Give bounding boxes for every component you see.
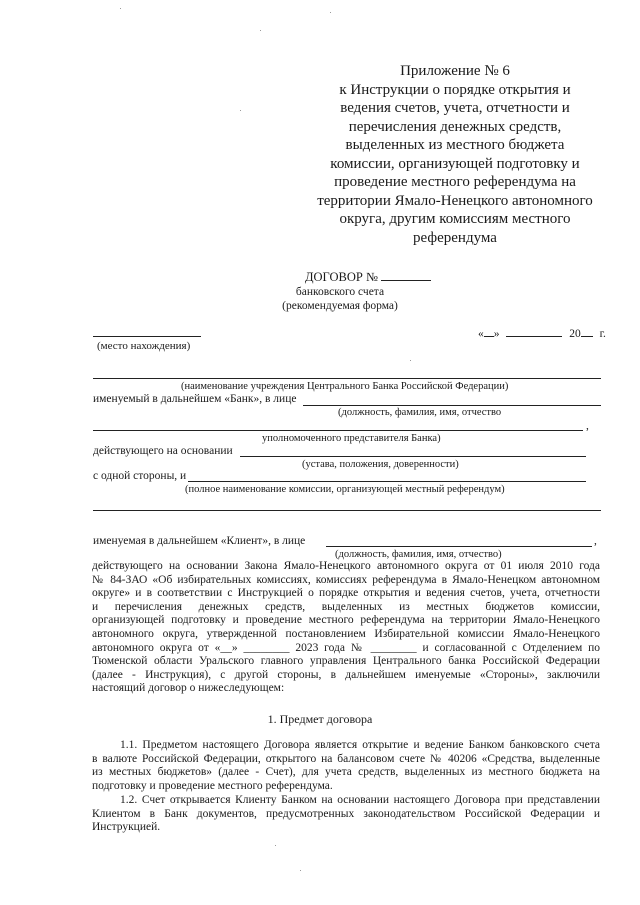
paragraph-line: действующего на основании Закона Ямало-Ненецкого автономного округа от 01 июля 2010 года: [92, 560, 600, 572]
paragraph-line: в валюте Российской Федерации, открытого на балансовом счете № 40206 «Средства, выделенные: [92, 752, 600, 765]
paragraph-line: организующей подготовку и проведение местного референдума на территории Ямало-Ненецкого: [92, 614, 600, 627]
paragraph-line: Клиентом в Банк документов, предусмотренных законодательством Российской Федерации и: [92, 807, 600, 820]
date-open-quote: «: [478, 328, 484, 340]
client-named-text: именуемая в дальнейшем «Клиент», в лице: [93, 535, 306, 547]
paragraph-line: 1.2. Счет открывается Клиенту Банком на основании настоящего Договора при представлении: [120, 794, 600, 806]
commission-blank-2[interactable]: [93, 510, 601, 511]
paragraph-line: Тюменской области Уральского главного управления Центрального банка Российской Федерации: [92, 655, 600, 668]
section-heading: 1. Предмет договора: [267, 712, 373, 726]
date-year-suffix: г.: [599, 328, 606, 340]
appendix-line: выделенных из местного бюджета: [345, 137, 565, 153]
appendix-line: Приложение № 6: [400, 63, 510, 79]
bank-name-caption: (наименование учреждения Центрального Банка Российской Федерации): [181, 381, 509, 392]
bank-person-caption: (должность, фамилия, имя, отчество: [338, 407, 502, 418]
date-year-prefix: 20: [569, 328, 581, 340]
client-person-blank[interactable]: [326, 546, 592, 547]
appendix-line: комиссии, организующей подготовку и: [330, 155, 580, 172]
date-close-quote: »: [493, 328, 500, 340]
paragraph-line: автономного округа, утвержденной постановлением Избирательной комиссии Ямало-Ненецкого: [92, 627, 600, 640]
scan-speck: [260, 30, 261, 31]
place-caption: (место нахождения): [97, 340, 191, 352]
contract-subtitle: банковского счета: [295, 286, 385, 298]
bank-named-text: именуемый в дальнейшем «Банк», в лице: [93, 393, 297, 405]
contract-title-text: ДОГОВОР №: [305, 270, 378, 284]
date-day-blank[interactable]: [484, 325, 494, 337]
contract-number-blank[interactable]: [381, 280, 431, 281]
appendix-header: [300, 62, 610, 247]
appendix-line: перечисления денежных средств,: [348, 118, 562, 135]
paragraph-line: и перечисления денежных средств, выделенных из местных бюджетов комиссии,: [92, 600, 600, 613]
clause-1-2: [92, 794, 600, 835]
scan-speck: [330, 12, 331, 13]
date-month-blank[interactable]: [506, 325, 562, 337]
paragraph-line: подготовку и проведение местного референдума.: [92, 779, 333, 792]
clause-1-1: [92, 739, 600, 793]
bank-rep-caption: уполномоченного представителя Банка): [262, 433, 441, 444]
paragraph-line: округе» и в соответствии с Инструкцией о порядке открытия и ведения счетов, учета, отчетности: [92, 587, 600, 600]
paragraph-line: (далее - Инструкция), с другой стороны, в дальнейшем именуемые «Стороны», заключили: [92, 668, 600, 681]
contract-form-note: (рекомендуемая форма): [282, 300, 398, 312]
appendix-line: ведения счетов, учета, отчетности и: [340, 100, 570, 116]
client-comma: ,: [594, 535, 597, 547]
contract-date: [478, 325, 606, 340]
scan-speck: [410, 360, 411, 361]
bank-rep-comma: ,: [586, 420, 589, 432]
basis-caption: (устава, положения, доверенности): [302, 459, 459, 470]
paragraph-line: Инструкцией.: [92, 821, 161, 834]
appendix-line: округа, другим комиссиям местного: [339, 211, 571, 227]
date-year-blank[interactable]: [581, 325, 593, 337]
appendix-line: проведение местного референдума на: [334, 174, 576, 190]
appendix-line: референдума: [413, 229, 497, 246]
bank-person-blank[interactable]: [303, 405, 601, 406]
place-blank[interactable]: [93, 336, 201, 337]
appendix-line: к Инструкции о порядке открытия и: [339, 81, 571, 98]
scan-speck: [240, 110, 241, 111]
commission-caption: (полное наименование комиссии, организующей местный референдум): [185, 484, 505, 495]
contract-title: [305, 270, 431, 285]
acting-basis-text: действующего на основании: [93, 445, 233, 457]
commission-blank[interactable]: [188, 481, 586, 482]
bank-name-blank[interactable]: [93, 378, 601, 379]
one-side-text: с одной стороны, и: [93, 470, 187, 482]
paragraph-line: автономного округа от «__» ________ 2023 года № ________ и согласованной с Отделением по: [92, 641, 600, 654]
scan-speck: [300, 870, 301, 871]
appendix-line: территории Ямало-Ненецкого автономного: [317, 192, 593, 209]
scan-speck: [275, 845, 276, 846]
paragraph-line: настоящий договор о нижеследующем:: [92, 682, 285, 695]
scan-speck: [120, 8, 121, 9]
client-person-caption: (должность, фамилия, имя, отчество): [335, 549, 502, 560]
paragraph-line: из местных бюджетов» (далее - Счет), для учета средств, выделенных из местного бюджета на: [92, 766, 600, 779]
preamble-paragraph: [92, 560, 600, 696]
paragraph-line: 1.1. Предметом настоящего Договора является открытие и ведение Банком банковского счета: [120, 739, 600, 751]
basis-blank[interactable]: [240, 456, 586, 457]
paragraph-line: № 84-ЗАО «Об избирательных комиссиях, комиссиях референдума в Ямало-Ненецком автономном: [92, 573, 600, 586]
bank-rep-blank[interactable]: [93, 430, 583, 431]
